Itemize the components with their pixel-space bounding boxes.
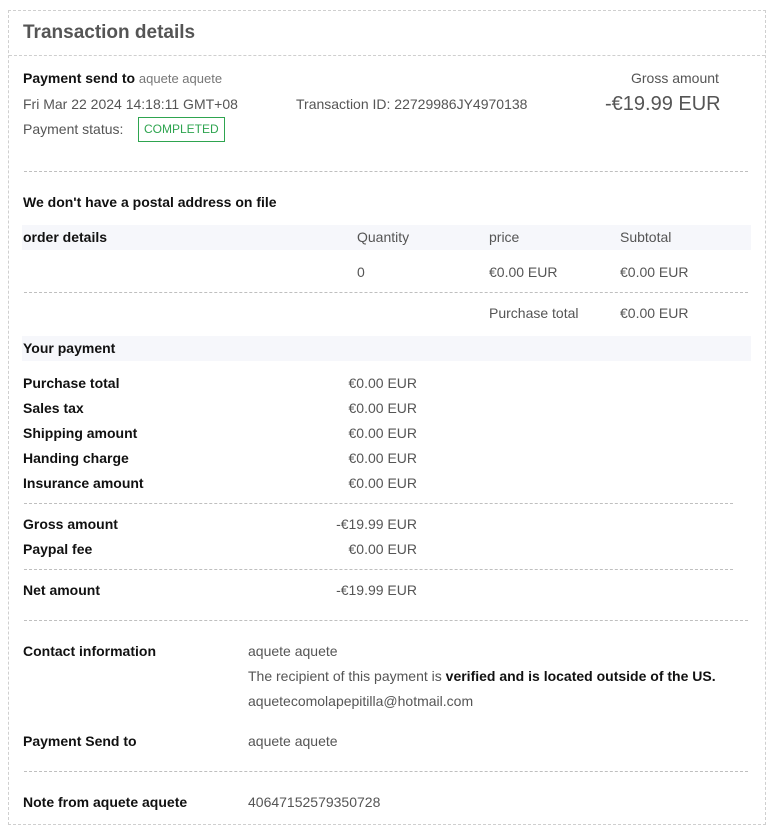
divider xyxy=(24,569,733,570)
purchase-total-label: Purchase total xyxy=(489,305,579,321)
subtotal-heading: Subtotal xyxy=(620,229,672,245)
order-quantity: 0 xyxy=(357,264,365,280)
gross-amount-row-label: Gross amount xyxy=(23,516,118,532)
recipient-verification-prefix: The recipient of this payment is xyxy=(248,668,446,684)
payment-row-label: Insurance amount xyxy=(23,475,144,491)
transaction-id xyxy=(296,96,527,112)
net-amount-label: Net amount xyxy=(23,582,100,598)
your-payment-heading: Your payment xyxy=(23,340,116,356)
contact-email: aquetecomolapepitilla@hotmail.com xyxy=(248,693,474,709)
divider xyxy=(24,503,733,504)
payment-row-value: €0.00 EUR xyxy=(348,450,417,466)
payment-row-label: Sales tax xyxy=(23,400,84,416)
your-payment-bar xyxy=(22,336,751,361)
status-badge: COMPLETED xyxy=(138,117,225,142)
transaction-datetime: Fri Mar 22 2024 14:18:11 GMT+08 xyxy=(23,96,238,112)
contact-information-label: Contact information xyxy=(23,643,156,659)
note-label: Note from aquete aquete xyxy=(23,794,188,810)
order-subtotal: €0.00 EUR xyxy=(620,264,689,280)
address-note: We don't have a postal address on file xyxy=(23,194,277,210)
quantity-heading: Quantity xyxy=(357,229,410,245)
payment-send-to-label: Payment send to xyxy=(23,70,136,86)
gross-amount-label: Gross amount xyxy=(631,70,719,86)
payment-row-value: €0.00 EUR xyxy=(348,475,417,491)
order-price: €0.00 EUR xyxy=(489,264,558,280)
divider xyxy=(24,620,748,621)
divider xyxy=(24,292,748,293)
gross-amount-value: -€19.99 EUR xyxy=(605,93,721,115)
paypal-fee-value: €0.00 EUR xyxy=(348,541,417,557)
payment-row-value: €0.00 EUR xyxy=(348,425,417,441)
payment-send-to-name: aquete aquete xyxy=(138,71,223,86)
net-amount-value: -€19.99 EUR xyxy=(336,582,417,598)
price-heading: price xyxy=(489,229,520,245)
payment-row-label: Shipping amount xyxy=(23,425,138,441)
payment-status-label: Payment status: xyxy=(23,121,124,137)
transaction-id-label: Transaction ID: xyxy=(296,96,391,112)
contact-name: aquete aquete xyxy=(248,643,338,659)
divider xyxy=(24,771,748,772)
page-title: Transaction details xyxy=(23,22,196,43)
note-value: 40647152579350728 xyxy=(248,794,381,810)
paypal-fee-label: Paypal fee xyxy=(23,541,93,557)
transaction-id-value: 22729986JY4970138 xyxy=(394,96,528,112)
purchase-total-value: €0.00 EUR xyxy=(620,305,689,321)
order-details-heading: order details xyxy=(23,229,108,245)
payment-send-to xyxy=(23,70,222,86)
gross-amount-row-value: -€19.99 EUR xyxy=(336,516,417,532)
divider xyxy=(24,171,748,172)
payment-row-value: €0.00 EUR xyxy=(348,375,417,391)
panel-header xyxy=(9,11,765,56)
payment-send-to-row-value: aquete aquete xyxy=(248,733,338,749)
payment-send-to-row-label: Payment Send to xyxy=(23,733,137,749)
payment-row-label: Purchase total xyxy=(23,375,120,391)
recipient-verification-status: verified and is located outside of the US. xyxy=(445,668,716,684)
recipient-verification xyxy=(248,668,716,684)
payment-row-value: €0.00 EUR xyxy=(348,400,417,416)
payment-row-label: Handing charge xyxy=(23,450,129,466)
